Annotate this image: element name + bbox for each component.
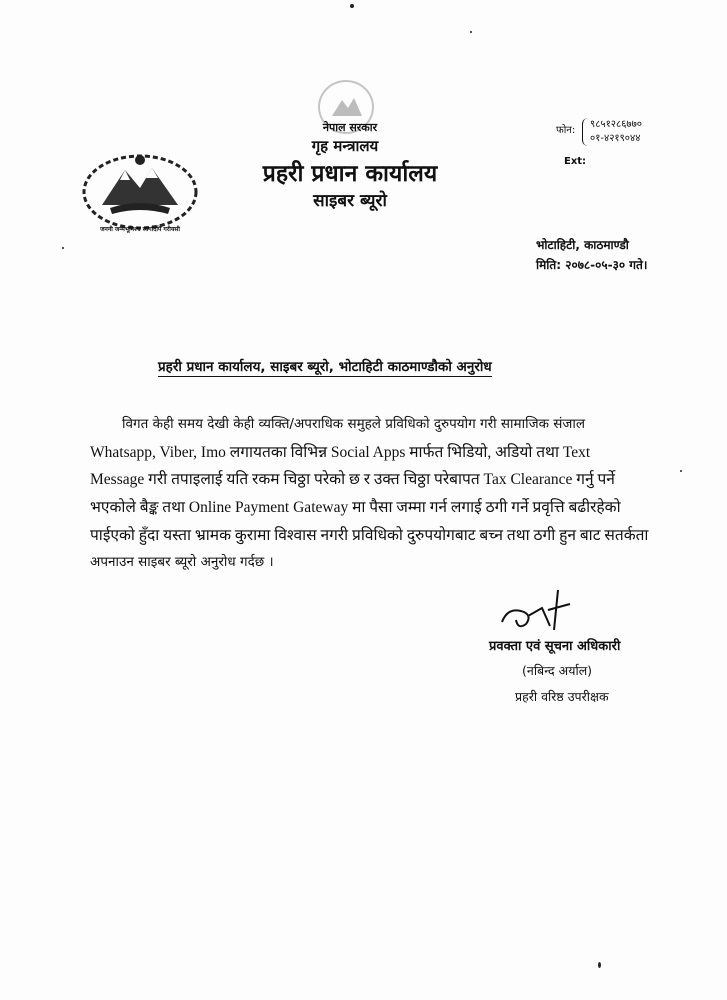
phone-number-2: ०१-४२१९०४४ <box>590 133 641 144</box>
ministry-name: गृह मन्त्रालय <box>311 137 379 155</box>
signature-mark <box>498 586 578 634</box>
office-location: भोटाहिटी, काठमाण्डौ <box>536 238 629 252</box>
nepal-emblem <box>80 150 200 242</box>
phone-number-1: ९८५१२८६७७० <box>590 119 642 130</box>
phone-label: फोन: <box>556 125 576 136</box>
signatory-name: (नबिन्द अर्याल) <box>522 663 593 678</box>
body-line: Message गरी तपाइलाई यति रकम चिठ्ठा परेको छ र उक्त चिठ्ठा परेबापत Tax Clearance गर्नु पर्ने <box>90 471 615 488</box>
body-line: विगत केही समय देखी केही व्यक्ति/अपराधिक समुहले प्रविधिको दुरुपयोग गरी सामाजिक संजाल <box>122 416 586 432</box>
scan-speck <box>62 247 64 249</box>
emblem-motto: जननी जन्मभूमिश्च स्वर्गादपि गरीयसी <box>100 226 180 233</box>
scan-speck <box>470 31 472 33</box>
phone-brace <box>582 118 589 146</box>
letter-subject: प्रहरी प्रधान कार्यालय, साइबर ब्यूरो, भोटाहिटी काठमाण्डौको अनुरोध <box>158 359 492 375</box>
gov-name: नेपाल सरकार <box>322 121 378 134</box>
ext-label: Ext: <box>564 156 587 167</box>
signatory-title: प्रवक्ता एवं सूचना अधिकारी <box>489 639 621 654</box>
scan-speck <box>680 470 682 472</box>
office-name: प्रहरी प्रधान कार्यालय <box>262 161 438 187</box>
signatory-rank: प्रहरी वरिष्ठ उपरीक्षक <box>515 689 609 704</box>
body-line: अपनाउन साइबर ब्यूरो अनुरोध गर्दछ । <box>90 554 274 570</box>
handwritten-signature <box>498 586 578 634</box>
body-line: पाईएको हुँदा यस्ता भ्रामक कुरामा विश्वास नगरी प्रविधिको दुरुपयोगबाट बच्न तथा ठगी हुन बाट सतर्कता <box>90 527 649 544</box>
body-line: Whatsapp, Viber, Imo लगायतका विभिन्न Social Apps मार्फत भिडियो, अडियो तथा Text <box>90 444 591 461</box>
scan-speck <box>598 962 601 968</box>
scan-speck <box>350 4 354 8</box>
bureau-name: साइबर ब्यूरो <box>313 191 387 211</box>
body-line: भएकोले बैङ्क तथा Online Payment Gateway मा पैसा जम्मा गर्न लगाई ठगी गर्ने प्रवृत्ति बढीरहेको <box>90 499 621 516</box>
emblem-icon <box>80 150 200 230</box>
letter-date: मिति: २०७८-०५-३० गते। <box>536 258 648 272</box>
